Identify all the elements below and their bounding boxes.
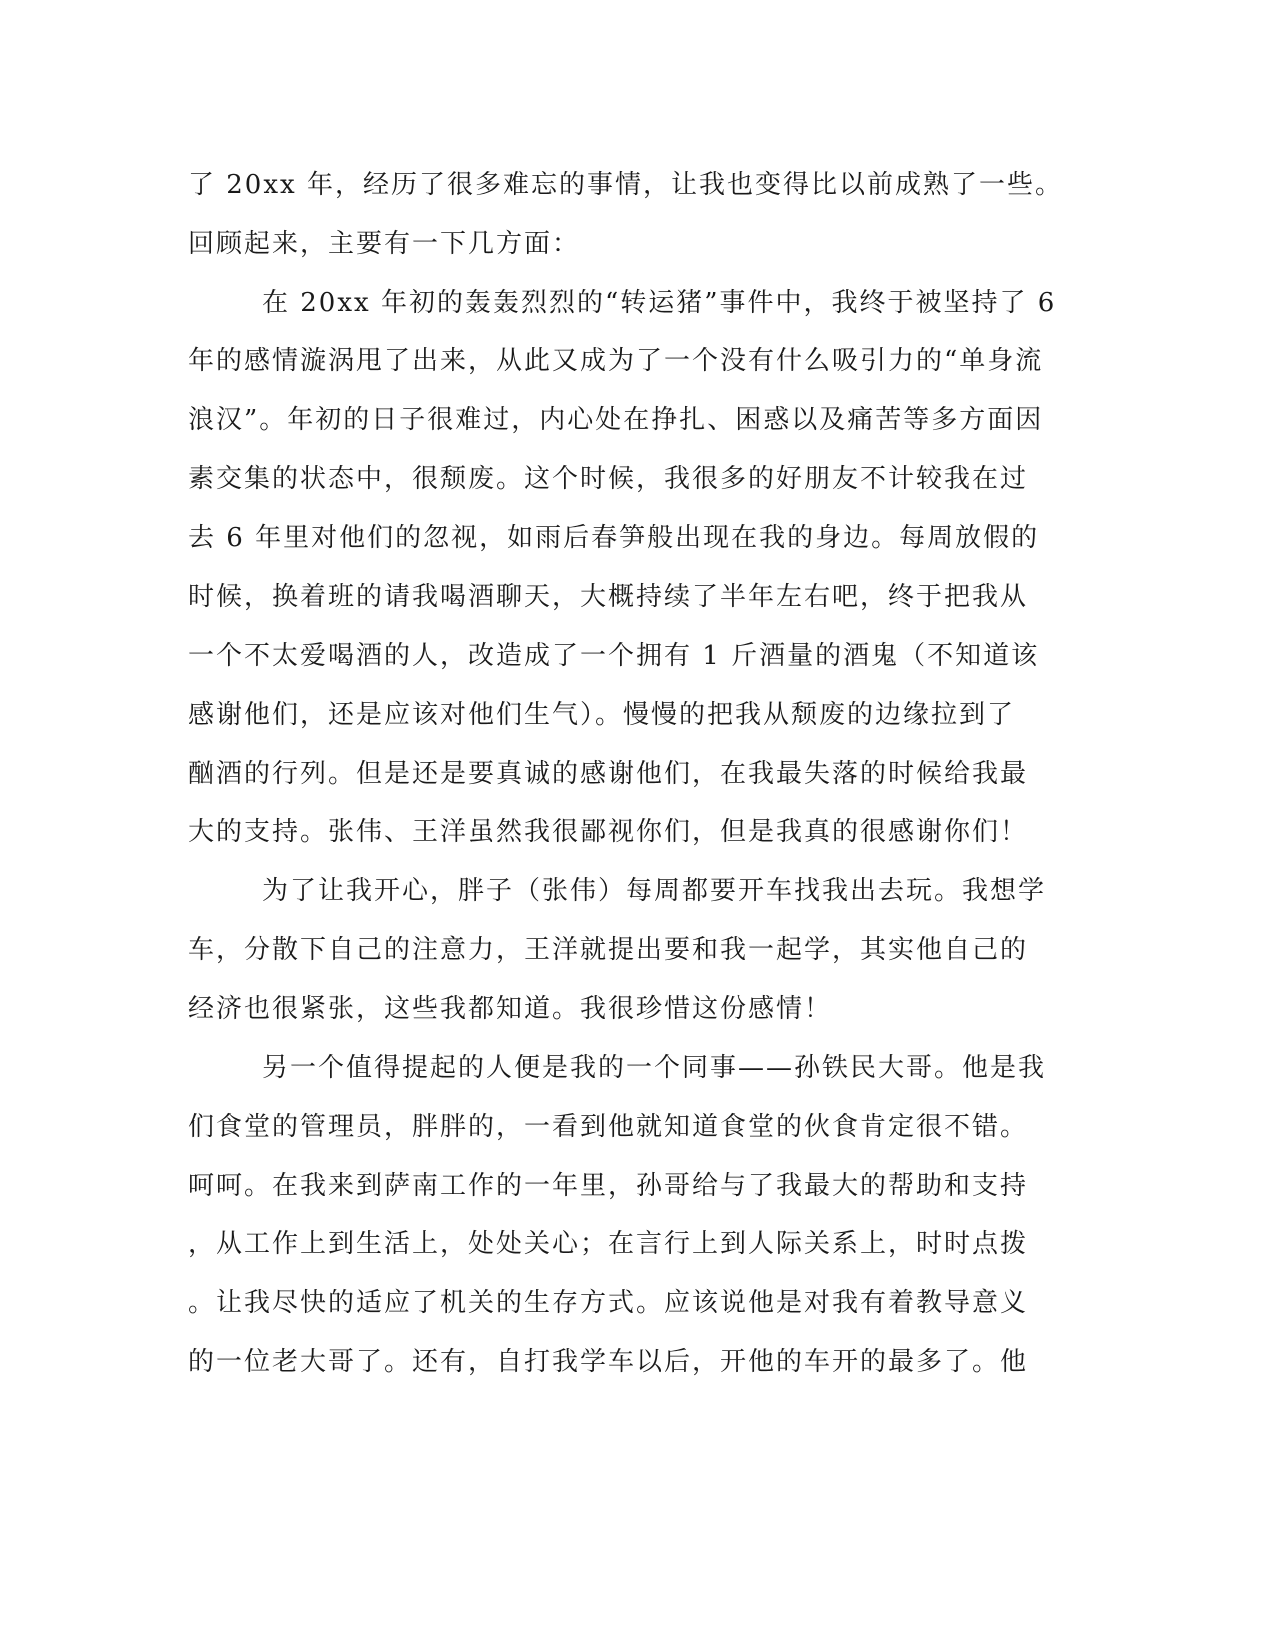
text-line: 年的感情漩涡甩了出来，从此又成为了一个没有什么吸引力的“单身流 <box>188 346 1044 376</box>
text-line: 酗酒的行列。但是还是要真诚的感谢他们，在我最失落的时候给我最 <box>188 759 1029 789</box>
text-line: 大的支持。张伟、王洋虽然我很鄙视你们，但是我真的很感谢你们！ <box>188 817 1029 847</box>
text-line: 。让我尽快的适应了机关的生存方式。应该说他是对我有着教导意义 <box>188 1288 1029 1318</box>
text-line: 一个不太爱喝酒的人，改造成了一个拥有 1 斤酒量的酒鬼（不知道该 <box>188 641 1040 671</box>
text-line: 车，分散下自己的注意力，王洋就提出要和我一起学，其实他自己的 <box>188 935 1029 965</box>
text-line: 们食堂的管理员，胖胖的，一看到他就知道食堂的伙食肯定很不错。 <box>188 1112 1029 1142</box>
text-line: 感谢他们，还是应该对他们生气）。慢慢的把我从颓废的边缘拉到了 <box>188 700 1016 730</box>
paragraph-start-line: 在 20xx 年初的轰轰烈烈的“转运猪”事件中，我终于被坚持了 6 <box>262 288 1057 318</box>
paragraph-start-line: 为了让我开心，胖子（张伟）每周都要开车找我出去玩。我想学 <box>262 876 1047 906</box>
text-line: 浪汉”。年初的日子很难过，内心处在挣扎、困惑以及痛苦等多方面因 <box>188 405 1044 435</box>
text-line: 呵呵。在我来到萨南工作的一年里，孙哥给与了我最大的帮助和支持 <box>188 1171 1029 1201</box>
text-line: 时候，换着班的请我喝酒聊天，大概持续了半年左右吧，终于把我从 <box>188 582 1029 612</box>
text-line: ，从工作上到生活上，处处关心；在言行上到人际关系上，时时点拨 <box>188 1229 1029 1259</box>
text-line: 了 20xx 年，经历了很多难忘的事情，让我也变得比以前成熟了一些。 <box>188 170 1063 200</box>
text-line: 经济也很紧张，这些我都知道。我很珍惜这份感情！ <box>188 994 833 1024</box>
text-line: 素交集的状态中，很颓废。这个时候，我很多的好朋友不计较我在过 <box>188 464 1029 494</box>
text-line: 去 6 年里对他们的忽视，如雨后春笋般出现在我的身边。每周放假的 <box>188 523 1040 553</box>
paragraph-start-line: 另一个值得提起的人便是我的一个同事——孙铁民大哥。他是我 <box>262 1053 1047 1083</box>
text-line: 回顾起来，主要有一下几方面： <box>188 229 581 259</box>
text-line: 的一位老大哥了。还有，自打我学车以后，开他的车开的最多了。他 <box>188 1347 1029 1377</box>
